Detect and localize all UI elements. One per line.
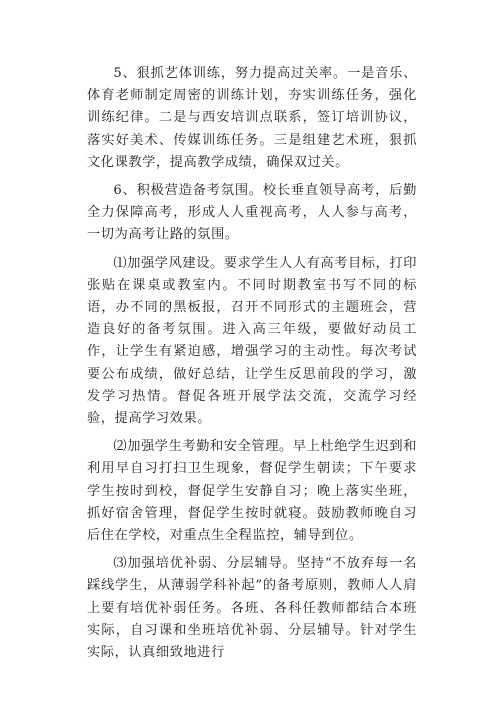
paragraph-exam-atmosphere: 6、积极营造备考氛围。校长垂直领导高考，后勤全力保障高考，形成人人重视高考，人人参与高考，一切为高考让路的氛围。: [87, 183, 417, 243]
paragraph-tiered-tutoring: ⑶加强培优补弱、分层辅导。坚持“不放弃每一名踩线学生，从薄弱学科补起”的备考原则，教师人人肩上要有培优补弱任务。各班、各科任教师都结合本班实际，自习课和坐班培优补弱、分层辅导。针对学生实际，认真细致地进行: [87, 556, 417, 661]
document-body: [87, 63, 417, 670]
paragraph-attendance-safety: ⑵加强学生考勤和安全管理。早上杜绝学生迟到和利用早自习打扫卫生现象，督促学生朝读；下午要求学生按时到校，督促学生安静自习；晚上落实坐班，抓好宿舍管理，督促学生按时就寝。鼓励教师晚自习后住在学校，对重点生全程监控，辅导到位。: [87, 439, 417, 544]
paragraph-study-style: ⑴加强学风建设。要求学生人人有高考目标，打印张贴在课桌或教室内。不同时期教室书写不同的标语，办不同的黑板报，召开不同形式的主题班会，营造良好的备考氛围。进入高三年级，要做好动员工作，让学生有紧迫感，增强学习的主动性。每次考试要公布成绩，做好总结，让学生反思前段的学习，激发学习热情。督促各班开展学法交流，交流学习经验，提高学习效果。: [87, 255, 417, 427]
paragraph-art-sports-training: 5、狠抓艺体训练，努力提高过关率。一是音乐、体育老师制定周密的训练计划，夯实训练任务，强化训练纪律。二是与西安培训点联系，签订培训协议，落实好美术、传媒训练任务。三是组建艺术班，狠抓文化课教学，提高教学成绩，确保双过关。: [87, 66, 417, 170]
